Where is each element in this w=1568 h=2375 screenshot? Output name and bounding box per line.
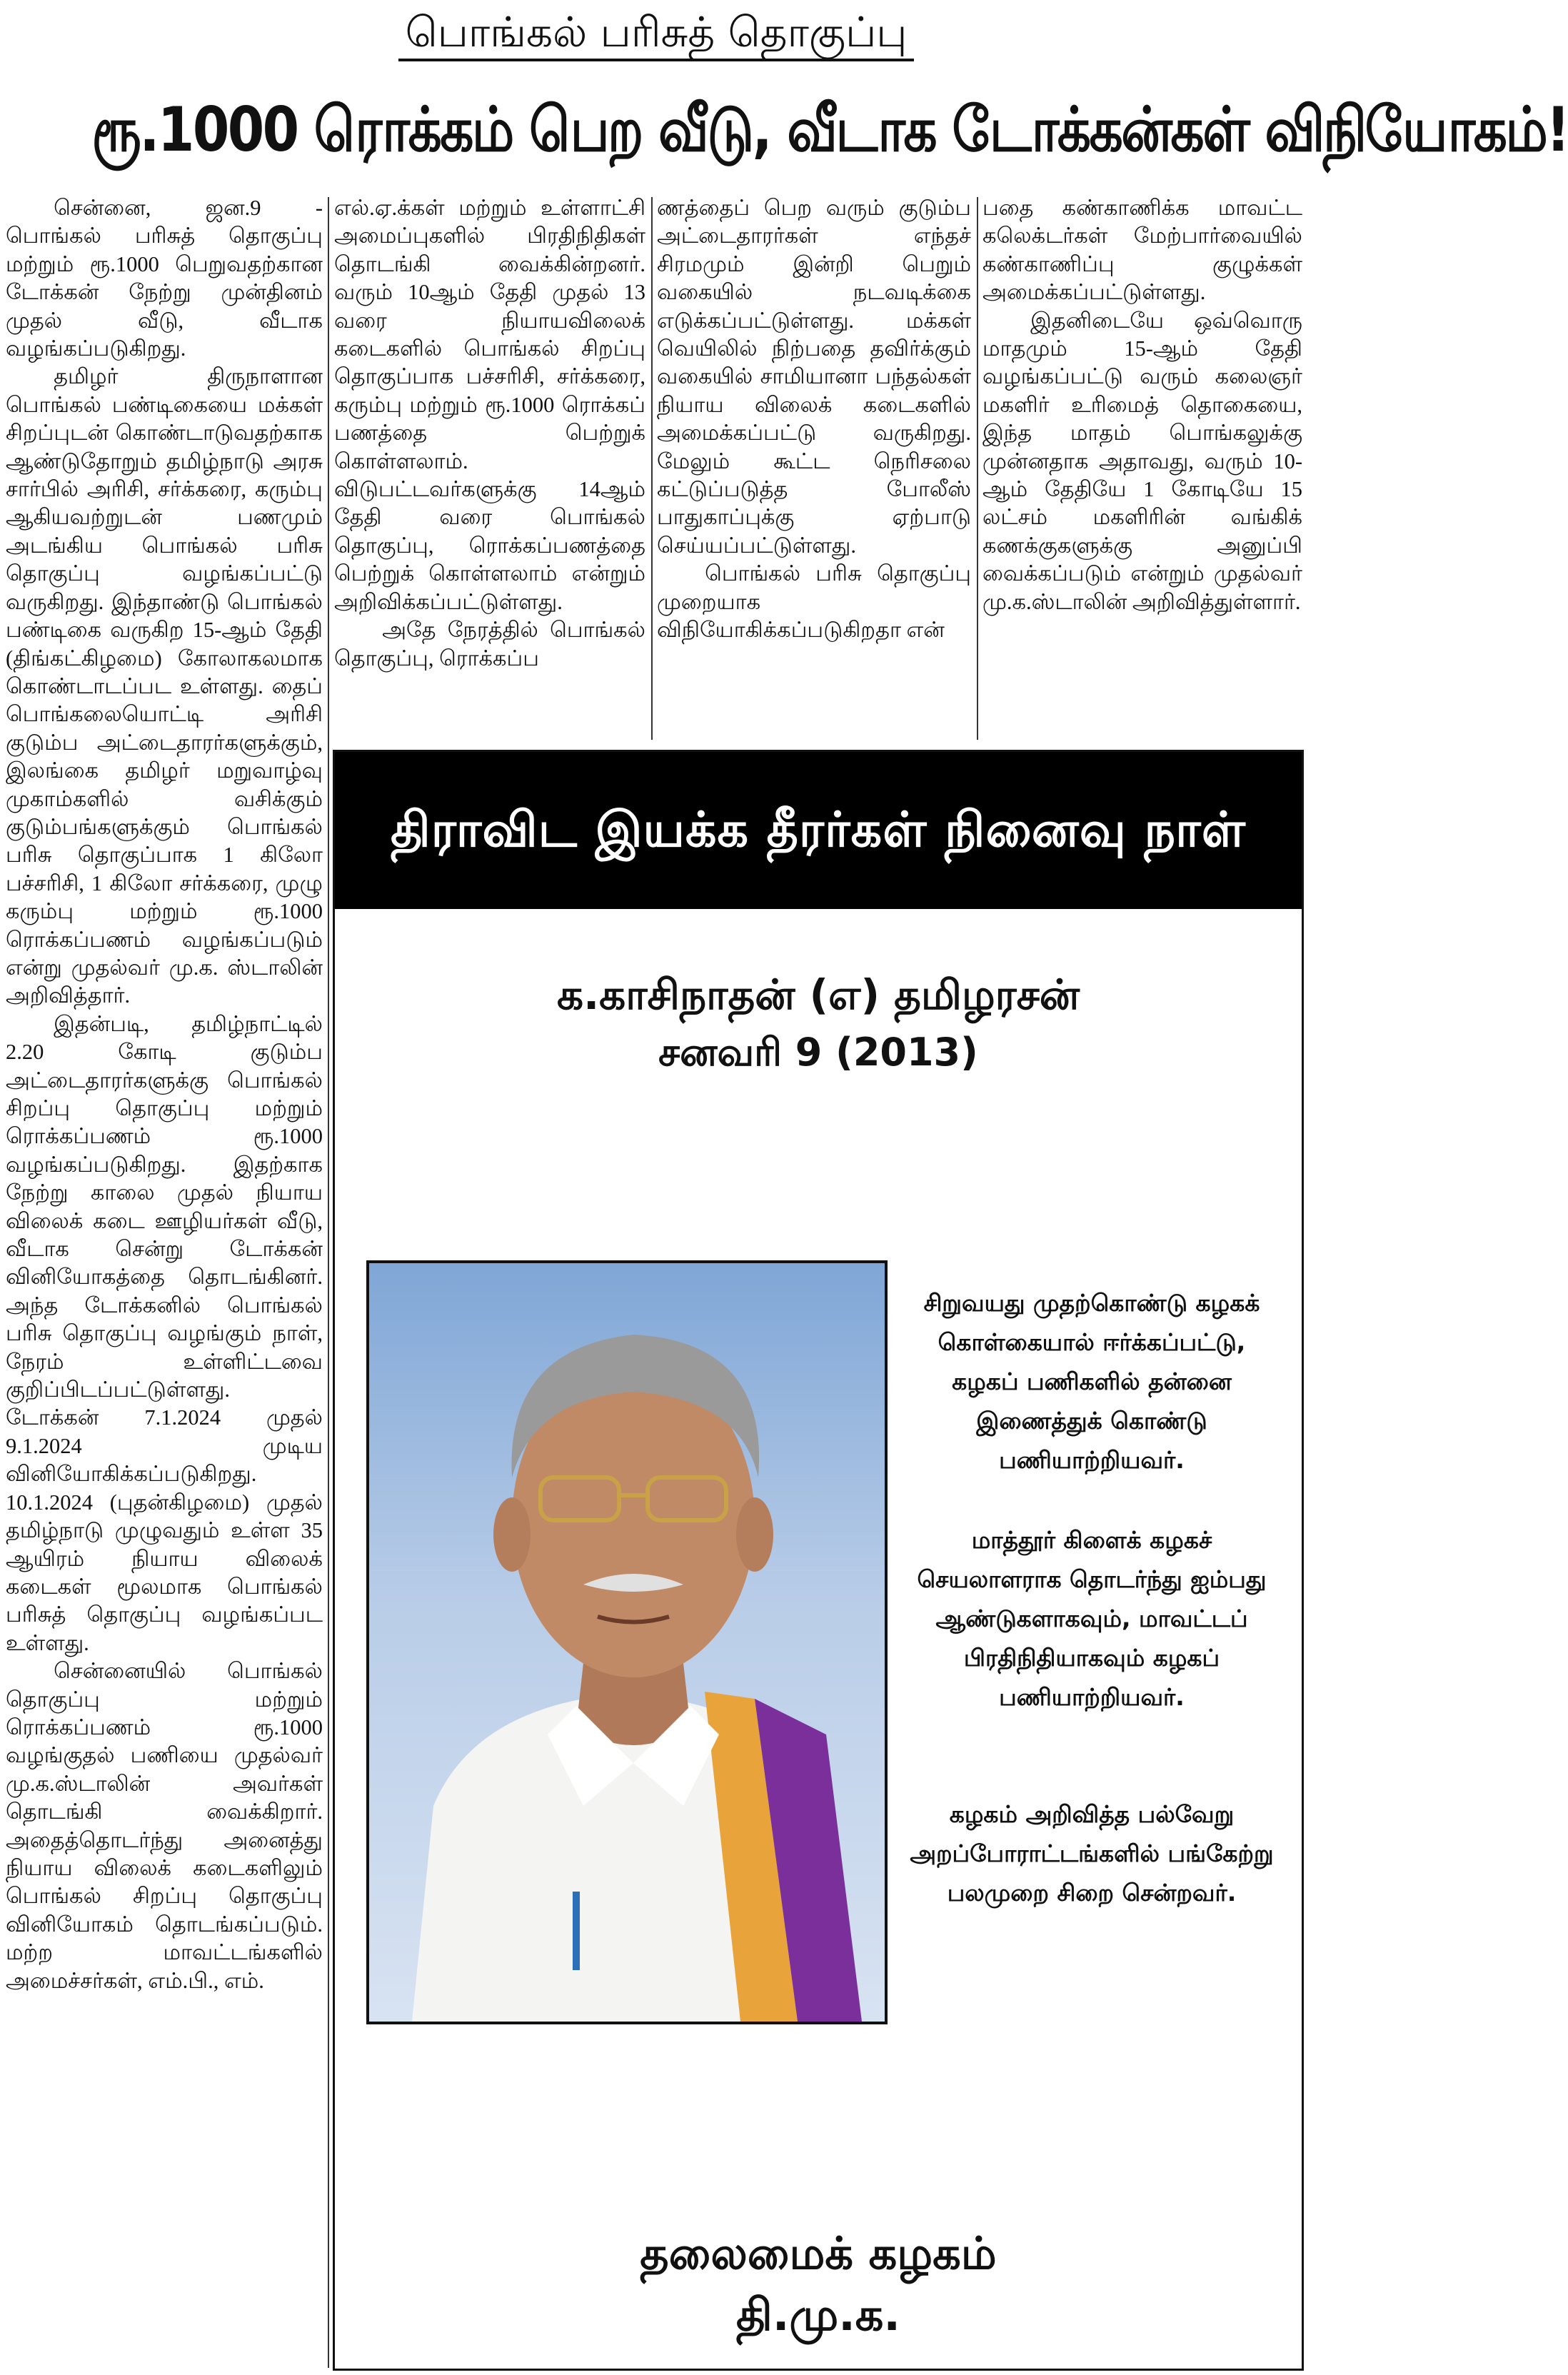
ear-shape <box>493 1497 531 1572</box>
portrait-illustration <box>369 1263 885 2022</box>
column-divider <box>651 197 653 740</box>
article-paragraph: இதனிடையே ஒவ்வொரு மாதமும் 15-ஆம் தேதி வழங்கப்பட்டு வரும் கலைஞர் மகளிர் உரிமைத் தொகையை, இந்த மாதம் பொங்கலுக்கு முன்னதாக அதாவது, வரும் 10-ஆம் தேதியே 1 கோடியே 15 லட்சம் மகளிரின் வங்கிக் கணக்குகளுக்கு அனுப்பி வைக்கப்படும் என்றும் முதல்வர் மு.க.ஸ்டாலின் அறிவித்துள்ளார். <box>982 308 1302 614</box>
article-paragraph: சென்னை, ஜன.9 - பொங்கல் பரிசுத் தொகுப்பு மற்றும் ரூ.1000 பெறுவதற்கான டோக்கன் நேற்று முன்தினம் முதல் வீடு, வீடாக வழங்கப்படுகிறது. <box>6 196 323 361</box>
article-paragraph: ணத்தைப் பெற வரும் குடும்ப அட்டைதாரர்கள் எந்தச் சிரமமும் இன்றி பெறும் வகையில் நடவடிக்கை எடுக்கப்பட்டுள்ளது. மக்கள் வெயிலில் நிற்பதை தவிர்க்கும் வகையில் சாமியானா பந்தல்கள் நியாய விலைக் கடைகளில் அமைக்கப்பட்டு வருகிறது. மேலும் கூட்ட நெரிசலை கட்டுப்படுத்த போலீஸ் பாதுகாப்புக்கு ஏற்பாடு செய்யப்பட்டுள்ளது. <box>657 196 971 558</box>
memorial-bio-paragraph: மாத்தூர் கிளைக் கழகச் செயலாளராக தொடர்ந்து ஐம்பது ஆண்டுகளாகவும், மாவட்டப் பிரதிநிதியாகவும் கழகப் பணியாற்றியவர். <box>917 1526 1267 1711</box>
article-paragraph: தமிழர் திருநாளான பொங்கல் பண்டிகையை மக்கள் சிறப்புடன் கொண்டாடுவதற்காக ஆண்டுதோறும் தமிழ்நாடு அரசு சார்பில் அரிசி, சர்க்கரை, கரும்பு ஆகியவற்றுடன் பணமும் அடங்கிய பொங்கல் பரிசு தொகுப்பு வழங்கப்பட்டு வருகிறது. இந்தாண்டு பொங்கல் பண்டிகை வருகிற 15-ஆம் தேதி (திங்கட்கிழமை) கோலாகலமாக கொண்டாடப்பட உள்ளது. தைப் பொங்கலையொட்டி அரிசி குடும்ப அட்டைதாரர்களுக்கும், இலங்கை தமிழர் மறுவாழ்வு முகாம்களில் வசிக்கும் குடும்பங்களுக்கும் பொங்கல் பரிசு தொகுப்பாக 1 கிலோ பச்சரிசி, 1 கிலோ சர்க்கரை, முழு கரும்பு மற்றும் ரூ.1000 ரொக்கப்பணம் வழங்கப்படும் என்று முதல்வர் மு.க. ஸ்டாலின் அறிவித்தார். <box>6 364 323 1008</box>
article-paragraph: அதே நேரத்தில் பொங்கல் தொகுப்பு, ரொக்கப்ப <box>334 618 645 671</box>
article-paragraph: இதன்படி, தமிழ்நாட்டில் 2.20 கோடி குடும்ப அட்டைதாரர்களுக்கு பொங்கல் சிறப்பு தொகுப்பு மற்றும் ரொக்கப்பணம் ரூ.1000 வழங்கப்படுகிறது. இதற்காக நேற்று காலை முதல் நியாய விலைக் கடை ஊழியர்கள் வீடு, வீடாக சென்று டோக்கன் வினியோகத்தை தொடங்கினர். அந்த டோக்கனில் பொங்கல் பரிசு தொகுப்பு வழங்கும் நாள், நேரம் உள்ளிட்டவை குறிப்பிடப்பட்டுள்ளது. டோக்கன் 7.1.2024 முதல் 9.1.2024 முடிய வினியோகிக்கப்படுகிறது. 10.1.2024 (புதன்கிழமை) முதல் தமிழ்நாடு முழுவதும் உள்ள 35 ஆயிரம் நியாய விலைக் கடைகள் மூலமாக பொங்கல் பரிசுத் தொகுப்பு வழங்கப்பட உள்ளது. <box>6 1011 323 1655</box>
memorial-bio-paragraph: கழகம் அறிவித்த பல்வேறு அறப்போராட்டங்களில் பங்கேற்று பலமுறை சிறை சென்றவர். <box>910 1800 1274 1907</box>
kicker-text: பொங்கல் பரிசுத் தொகுப்பு <box>398 6 915 61</box>
article-column-3 <box>657 194 971 737</box>
article-column-1 <box>6 194 323 2372</box>
portrait-photo <box>366 1260 888 2024</box>
signature-line: தலைமைக் கழகம் <box>640 2227 997 2279</box>
article-kicker <box>0 6 1312 61</box>
article-paragraph: பொங்கல் பரிசு தொகுப்பு முறையாக விநியோகிக்கப்படுகிறதா என் <box>657 561 971 643</box>
memorial-bio-paragraph: சிறுவயது முதற்கொண்டு கழகக் கொள்கையால் ஈர்க்கப்பட்டு, கழகப் பணிகளில் தன்னை இணைத்துக் கொண்டு பணியாற்றியவர். <box>923 1289 1260 1474</box>
signature-line: தி.மு.க. <box>736 2289 900 2341</box>
ear-shape <box>736 1497 773 1572</box>
article-column-4 <box>982 194 1302 737</box>
column-divider <box>328 197 329 2368</box>
memorial-signature <box>335 2223 1302 2346</box>
article-paragraph: சென்னையில் பொங்கல் தொகுப்பு மற்றும் ரொக்கப்பணம் ரூ.1000 வழங்குதல் பணியை முதல்வர் மு.க.ஸ்டாலின் அவர்கள் தொடங்கி வைக்கிறார். அதைத்தொடர்ந்து அனைத்து நியாய விலைக் கடைகளிலும் பொங்கல் சிறப்பு தொகுப்பு வினியோகம் தொடங்கப்படும். மற்ற மாவட்டங்களில் அமைச்சர்கள், எம்.பி., எம். <box>6 1659 323 1993</box>
article-headline: ரூ.1000 ரொக்கம் பெற வீடு, வீடாக டோக்கன்கள் விநியோகம்! <box>91 94 1568 166</box>
article-column-2 <box>334 194 645 737</box>
memorial-notice <box>333 750 1304 2371</box>
article-paragraph: எல்.ஏ.க்கள் மற்றும் உள்ளாட்சி அமைப்புகளில் பிரதிநிதிகள் தொடங்கி வைக்கின்றனர். வரும் 10ஆம் தேதி முதல் 13 வரை நியாயவிலைக் கடைகளில் பொங்கல் சிறப்பு தொகுப்பாக பச்சரிசி, சர்க்கரை, கரும்பு மற்றும் ரூ.1000 ரொக்கப் பணத்தை பெற்றுக் கொள்ளலாம். விடுபட்டவர்களுக்கு 14ஆம் தேதி வரை பொங்கல் தொகுப்பு, ரொக்கப்பணத்தை பெற்றுக் கொள்ளலாம் என்றும் அறிவிக்கப்பட்டுள்ளது. <box>334 196 645 614</box>
article-paragraph: பதை கண்காணிக்க மாவட்ட கலெக்டர்கள் மேற்பார்வையில் கண்காணிப்பு குழுக்கள் அமைக்கப்பட்டுள்ளது. <box>982 196 1302 305</box>
memorial-name: க.காசிநாதன் (எ) தமிழரசன் <box>556 970 1080 1019</box>
memorial-date: சனவரி 9 (2013) <box>658 1030 978 1075</box>
pen-shape <box>573 1892 580 1970</box>
memorial-banner: திராவிட இயக்க தீரர்கள் நினைவு நாள் <box>335 752 1302 909</box>
column-divider <box>977 197 978 740</box>
